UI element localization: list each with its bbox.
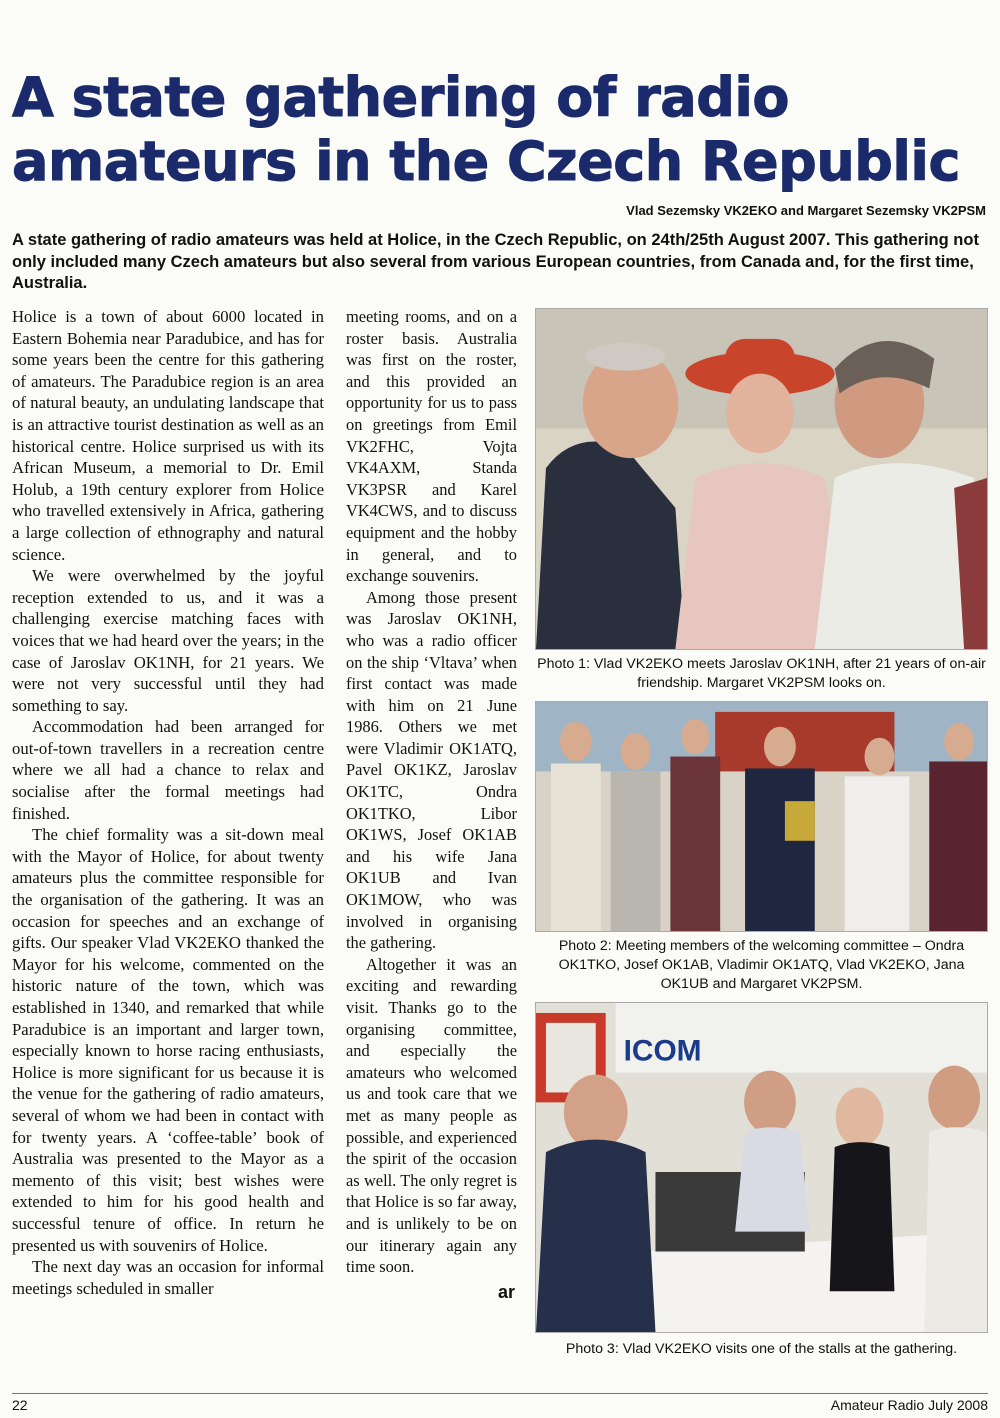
body-paragraph: Altogether it was an exciting and rewarding visit. Thanks go to the organising committee, and especially the amateurs who welcomed us and took care that we met as many people as possible, and experienced the spirit of the occasion as well. The only regret is that Holice is so far away, and is unlikely to be on our itinerary again any time soon.: [346, 954, 517, 1277]
page-footer: [12, 1393, 988, 1413]
photo-2-image: [536, 702, 987, 931]
photo-3-caption: Photo 3: Vlad VK2EKO visits one of the stalls at the gathering.: [565, 1341, 958, 1357]
body-paragraph: meeting rooms, and on a roster basis. Australia was first on the roster, and this provided an opportunity for us to pass on greetings from Emil VK2FHC, Vojta VK4AXM, Standa VK3PSR and Karel VK4CWS, and to discuss equipment and the hobby in general, and to exchange souvenirs.: [346, 307, 517, 586]
stall-sign-text: ICOM: [623, 1034, 702, 1068]
photo-1-image: [536, 309, 987, 649]
byline: Vlad Sezemsky VK2EKO and Margaret Sezemsky VK2PSM: [626, 203, 986, 218]
photo-2: [535, 701, 988, 932]
photo-1-caption: Photo 1: Vlad VK2EKO meets Jaroslav OK1NH, after 21 years of on-air friendship. Margaret VK2PSM looks on.: [537, 656, 986, 691]
body-column-1: [12, 306, 324, 1390]
body-paragraph: Holice is a town of about 6000 located in Eastern Bohemia near Paradubice, and has for some years been the centre for this gathering of amateurs. The Paradubice region is an area of natural beauty, an undulating landscape that is an attractive tourist destination as well as an historical centre. Holice surprised us with its African Museum, a memorial to Dr. Emil Holub, a 19th century explorer from Holice who travelled extensively in Africa, gathering a large collection of ethnography and natural science.: [12, 307, 324, 564]
photo-3-image: [536, 1003, 987, 1332]
body-paragraph: Accommodation had been arranged for out-of-town travellers in a recreation centre where we all had a chance to relax and socialise after the formal meetings had finished.: [12, 717, 324, 823]
body-paragraph: Among those present was Jaroslav OK1NH, who was a radio officer on the ship ‘Vltava’ when first contact was made with him on 21 June 1986. Others we met were Vladimir OK1ATQ, Pavel OK1KZ, Jaroslav OK1TC, Ondra OK1TKO, Libor OK1WS, Josef OK1AB and his wife Jana OK1UB and Ivan OK1MOW, who was involved in organising the gathering.: [346, 587, 517, 953]
article-title: A state gathering of radio amateurs in the Czech Republic: [12, 66, 960, 193]
body-column-2: [346, 306, 517, 1390]
photo-1: [535, 308, 988, 650]
body-paragraph: The chief formality was a sit-down meal with the Mayor of Holice, for about twenty amateurs plus the committee responsible for the organisation of the gathering. It was an occasion for speeches and an exchange of gifts. Our speaker Vlad VK2EKO thanked the Mayor for his welcome, commented on the historic nature of the town, which was established in 1340, and remarked that while Paradubice is an important and larger town, especially known to horse racing enthusiasts, Holice is more significant for us because it is the venue for the gathering of radio amateurs, several of whom we had been in contact with for twenty years. A ‘coffee-table’ book of Australia was presented to the Mayor as a memento of this visit; best wishes were extended to him for his good health and successful tenure of office. In return he presented us with souvenirs of Holice.: [12, 825, 324, 1255]
intro-paragraph: A state gathering of radio amateurs was held at Holice, in the Czech Republic, on 24th/25th August 2007. This gathering not only included many Czech amateurs but also several from various European countries, from Canada and, for the first time, Australia.: [12, 231, 979, 292]
photo-3: [535, 1002, 988, 1333]
body-paragraph: The next day was an occasion for informal meetings scheduled in smaller: [12, 1257, 324, 1298]
page-number: 22: [12, 1397, 28, 1413]
body-paragraph: We were overwhelmed by the joyful reception extended to us, and it was a challenging exercise matching faces with voices that we had heard over the years; in the case of Jaroslav OK1NH, for 21 years. We were not very successful until they had something to say.: [12, 566, 324, 715]
magazine-issue: Amateur Radio July 2008: [830, 1397, 988, 1413]
photo-2-caption: Photo 2: Meeting members of the welcoming committee – Ondra OK1TKO, Josef OK1AB, Vladimir OK1ATQ, Vlad VK2EKO, Jana OK1UB and Margaret VK2PSM.: [558, 938, 965, 992]
end-mark: ar: [497, 1281, 515, 1302]
